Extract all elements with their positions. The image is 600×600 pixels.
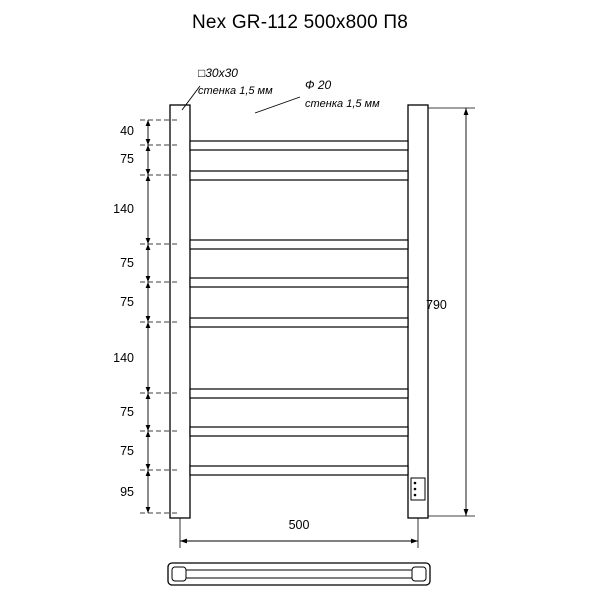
- dim-value-4: 75: [120, 256, 134, 270]
- rung-1: [190, 141, 408, 150]
- page-title: Nex GR-112 500x800 П8: [191, 12, 409, 33]
- plan-view-body: [168, 563, 430, 585]
- dim-value-5: 75: [120, 295, 134, 309]
- callout-round-tube-line2: стенка 1,5 мм: [305, 98, 380, 110]
- control-dot-2: [414, 488, 417, 491]
- leader-round-tube: [255, 97, 300, 113]
- control-block: [411, 478, 425, 500]
- dim-value-3: 140: [113, 202, 134, 216]
- callout-square-profile-line1: □30x30: [198, 66, 238, 80]
- rung-2: [190, 171, 408, 180]
- dim-value-6: 140: [113, 351, 134, 365]
- control-dot-3: [414, 494, 417, 497]
- control-dot-1: [414, 482, 417, 485]
- callout-square-profile-line2: стенка 1,5 мм: [198, 85, 273, 97]
- rung-5: [190, 318, 408, 327]
- dim-value-7: 75: [120, 405, 134, 419]
- left-post: [170, 105, 190, 518]
- dim-value-1: 40: [120, 124, 134, 138]
- rung-7: [190, 427, 408, 436]
- rung-8: [190, 466, 408, 475]
- plan-view-right-end: [412, 567, 426, 581]
- dim-value-8: 75: [120, 444, 134, 458]
- rung-4: [190, 278, 408, 287]
- right-post: [408, 105, 428, 518]
- plan-view-left-end: [172, 567, 186, 581]
- overall-height-value: 790: [426, 298, 447, 312]
- dim-value-2: 75: [120, 152, 134, 166]
- callout-round-tube-line1: Ф 20: [305, 78, 332, 92]
- rung-3: [190, 240, 408, 249]
- overall-width-value: 500: [288, 518, 310, 532]
- dim-value-9: 95: [120, 485, 134, 499]
- rung-6: [190, 389, 408, 398]
